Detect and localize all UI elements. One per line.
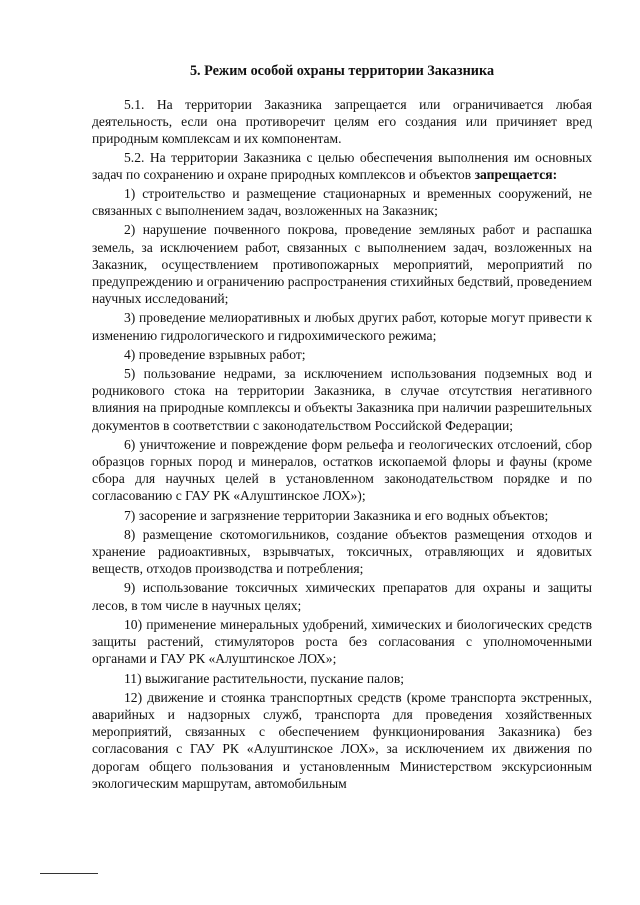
document-page: [92, 62, 592, 794]
list-item: 6) уничтожение и повреждение форм рельефа и геологических отслоений, сбор образцов горных пород и минералов, остатков ископаемой флоры и фауны (кроме сбора для научных целей в установленном законодательством порядке и по согласованию с ГАУ РК «Алуштинское ЛОХ»);: [92, 436, 592, 504]
list-item: 9) использование токсичных химических препаратов для охраны и защиты лесов, в том числе в научных целях;: [92, 580, 592, 613]
list-item: 5) пользование недрами, за исключением использования подземных вод и родникового стока на территории Заказника, в случае отсутствия негативного влияния на природные комплексы и объекты Заказника при наличии разрешительных документов в соответствии с законодательством Российской Федерации;: [92, 366, 592, 433]
paragraph-5-2-colon: :: [552, 166, 558, 182]
prohibited-list: [92, 185, 592, 792]
list-item: 4) проведение взрывных работ;: [124, 346, 306, 362]
footnote-divider: [40, 873, 98, 874]
paragraph-5-2-bold-word: запрещается: [474, 166, 553, 182]
list-item: 7) засорение и загрязнение территории Заказника и его водных объектов;: [124, 507, 549, 523]
list-item: 10) применение минеральных удобрений, химических и биологических средств защиты растений, стимуляторов роста без согласования с уполномоченными органами и ГАУ РК «Алуштинское ЛОХ»;: [92, 616, 592, 667]
list-item: 3) проведение мелиоративных и любых других работ, которые могут привести к изменению гидрологического и гидрохимического режима;: [92, 310, 592, 343]
paragraph-5-2: [92, 149, 592, 183]
paragraph-5-2-text: 5.2. На территории Заказника с целью обеспечения выполнения им основных задач по сохранению и охране природных комплексов и объектов: [92, 149, 592, 182]
list-item: 12) движение и стоянка транспортных средств (кроме транспорта экстренных, аварийных и надзорных служб, транспорта для проведения хозяйственных мероприятий, связанных с обеспечением функционирования Заказника) без согласования с ГАУ РК «Алуштинское ЛОХ», за исключением их движения по дорогам общего пользования и установленным Министерством экскурсионным экологическим маршрутам, автомобильным: [92, 689, 592, 791]
paragraph-5-1: 5.1. На территории Заказника запрещается или ограничивается любая деятельность, если она противоречит целям его создания или причиняет вред природным комплексам и их компонентам.: [92, 97, 592, 147]
list-item: 2) нарушение почвенного покрова, проведение земляных работ и распашка земель, за исключением работ, связанных с выполнением задач, возложенных на Заказник, осуществлением противопожарных мероприятий, мероприятий по предупреждению и ограничению распространения стихийных бедствий, проведением научных исследований;: [92, 222, 592, 307]
list-item: 11) выжигание растительности, пускание палов;: [124, 670, 405, 686]
section-heading: 5. Режим особой охраны территории Заказника: [189, 63, 495, 79]
list-item: 8) размещение скотомогильников, создание объектов размещения отходов и хранение радиоактивных, взрывчатых, токсичных, отравляющих и ядовитых веществ, отходов производства и потребления;: [92, 526, 592, 577]
list-item: 1) строительство и размещение стационарных и временных сооружений, не связанных с выполнением задач, возложенных на Заказник;: [92, 186, 592, 219]
